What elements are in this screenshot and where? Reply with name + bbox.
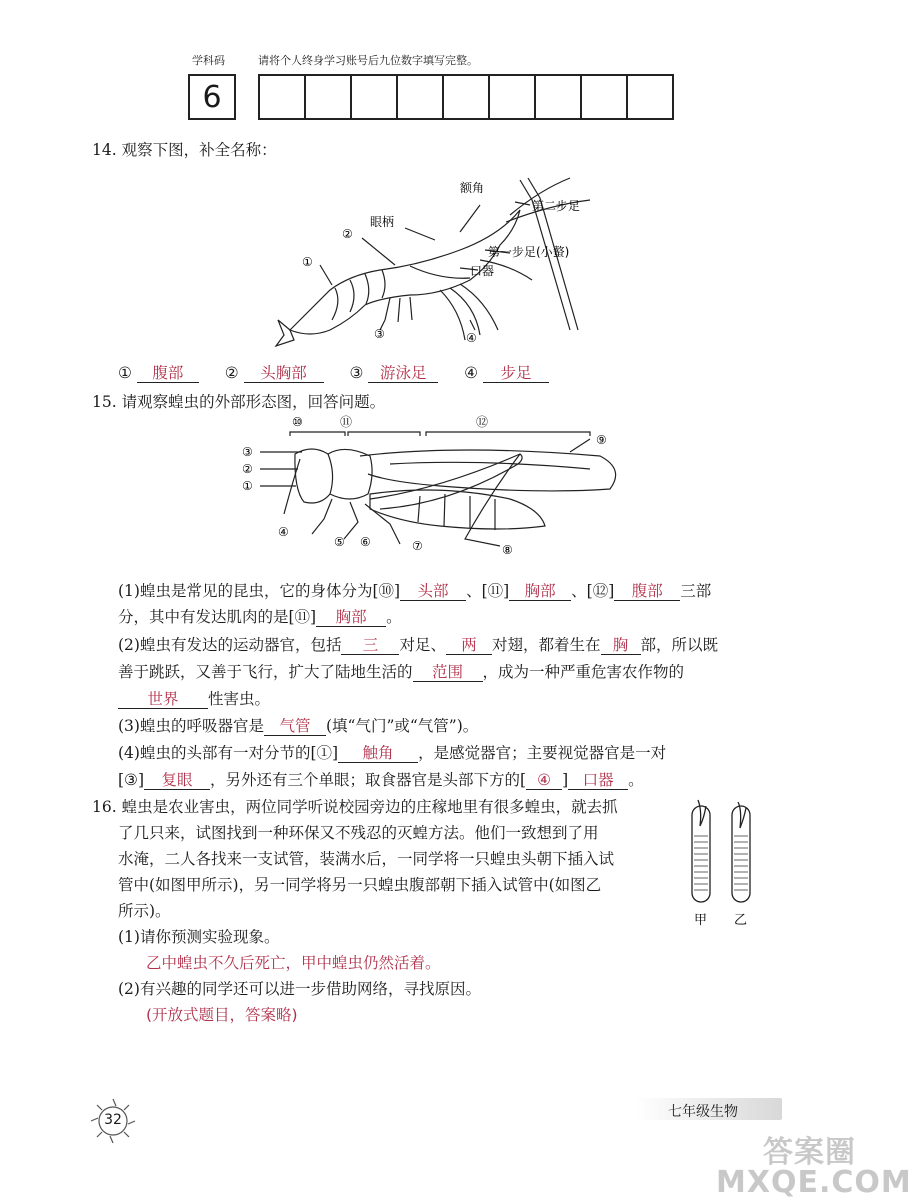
q15-p4-text-d: ，另外还有三个单眼；取食器官是头部下方的[ [210,771,527,789]
code-cell[interactable] [582,76,628,118]
q15-p4-text-f: 。 [628,771,644,789]
locust-label-3: ③ [242,445,253,459]
q16-line-4: 管中(如图甲所示)，另一同学将另一只蝗虫腹部朝下插入试管中(如图乙 [118,876,602,894]
tube-label-yi: 乙 [734,913,748,928]
q14-num-3: ③ [349,364,364,382]
shrimp-label-first-leg: 第一步足(小螯) [488,245,570,259]
locust-label-12: ⑫ [476,415,489,429]
q15-p2-text-c: 对翅，都着生在 [491,636,601,654]
q15-p2-answer-4: 范围 [413,665,483,682]
shrimp-label-second-leg: 第二步足 [532,199,581,213]
q15-p4-text-a: (4)蝗虫的头部有一对分节的[①] [118,744,339,762]
subject-code: 6 [202,79,222,115]
code-cell[interactable] [398,76,444,118]
q14-answer-3: 游泳足 [368,366,438,383]
q15-p1-text-e: 分，其中有发达肌肉的是[⑪] [118,608,317,626]
q15-p4-text-e: ] [562,771,569,789]
q16-line-3: 水淹，二人各找来一支试管，装满水后，一同学将一只蝗虫头朝下插入试 [118,850,615,868]
test-tubes-diagram [680,796,770,936]
q15-p4-answer-2: 复眼 [144,773,210,790]
q15-p2-text-a: (2)蝗虫有发达的运动器官，包括 [118,636,342,654]
q15-p1-text-a: (1)蝗虫是常见的昆虫，它的身体分为[⑩] [118,582,401,600]
q15-p1-text-f: 。 [386,608,402,626]
code-instruction: 请将个人终身学习账号后九位数字填写完整。 [258,54,478,67]
shrimp-diagram [270,170,600,360]
subject-code-box [188,74,236,120]
q16-line-2: 了几只来，试图找到一种环保又不残忍的灭蝗方法。他们一致想到了用 [118,824,599,842]
shrimp-label-rostrum: 额角 [460,181,485,195]
q16-line-1: 16. 蝗虫是农业害虫，两位同学听说校园旁边的庄稼地里有很多蝗虫，就去抓 [92,798,618,816]
q15-p4-line1 [118,746,666,763]
q15-p3-text-a: (3)蝗虫的呼吸器官是 [118,717,264,735]
code-cell[interactable] [536,76,582,118]
q16-line-5: 所示)。 [118,902,171,920]
q16-sub-2: (2)有兴趣的同学还可以进一步借助网络，寻找原因。 [118,980,481,998]
q15-p4-text-c: [③] [118,771,144,789]
code-cell[interactable] [306,76,352,118]
q15-p4-line2 [118,773,644,790]
q15-p1-answer-4: 胸部 [316,610,386,627]
q15-p3-answer-1: 气管 [264,719,326,736]
q15-p4-answer-3: ④ [526,773,562,790]
q15-p1-line2 [118,610,402,627]
book-label: 七年级生物 [668,1104,738,1120]
q15-p2-answer-2: 两 [446,638,492,655]
q15-p1-text-d: 三部 [680,582,712,600]
account-code-boxes[interactable] [258,74,674,120]
watermark: 答案圈 MXQE.COM [716,1135,912,1200]
shrimp-label-mouth: 口器 [470,264,495,278]
q15-p2-text-e: 善于跳跃，又善于飞行，扩大了陆地生活的 [118,663,413,681]
q14-num-2: ② [224,364,239,382]
tube-label-jia: 甲 [694,913,708,928]
code-cell[interactable] [352,76,398,118]
q15-p1-answer-2: 胸部 [509,584,571,601]
locust-label-8: ⑧ [502,543,513,557]
q15-p1-text-c: 、[⑫] [571,582,615,600]
q15-p2-answer-5: 世界 [118,692,208,709]
q15-p2-text-d: 部，所以既 [640,636,719,654]
q14-prompt: 14. 观察下图，补全名称： [92,141,277,159]
locust-diagram [240,414,630,564]
q15-p2-answer-1: 三 [341,638,399,655]
q15-p2-text-g: 性害虫。 [208,690,271,708]
q14-answers [118,366,549,383]
q15-p4-answer-1: 触角 [338,746,418,763]
q14-answer-2: 头胸部 [244,366,324,383]
q15-p2-line1 [118,638,718,655]
q14-num-4: ④ [464,364,479,382]
q15-p2-line3 [118,692,270,709]
code-cell[interactable] [628,76,672,118]
locust-label-1: ① [242,479,253,493]
locust-label-5: ⑤ [334,535,345,549]
q16-answer-2: (开放式题目，答案略) [146,1006,298,1024]
q15-p4-text-b: ，是感觉器官；主要视觉器官是一对 [418,744,667,762]
locust-label-7: ⑦ [412,539,423,553]
q16-sub-1: (1)请你预测实验现象。 [118,928,280,946]
code-cell[interactable] [444,76,490,118]
locust-label-4: ④ [278,525,289,539]
q15-p3-text-b: (填“气门”或“气管”)。 [325,717,479,735]
q14-answer-4: 步足 [483,366,549,383]
q16-answer-1: 乙中蝗虫不久后死亡，甲中蝗虫仍然活着。 [146,954,441,972]
locust-label-2: ② [242,462,253,476]
q15-p2-text-f: ，成为一种严重危害农作物的 [482,663,685,681]
code-cell[interactable] [490,76,536,118]
q14-answer-1: 腹部 [137,366,199,383]
locust-label-10: ⑩ [292,415,303,429]
code-cell[interactable] [260,76,306,118]
shrimp-label-2: ② [342,227,353,241]
q15-p1-line1 [118,584,711,601]
shrimp-label-eyestalk: 眼柄 [370,215,395,229]
q15-p2-answer-3: 胸 [601,638,641,655]
q15-p1-answer-3: 腹部 [614,584,680,601]
shrimp-label-3: ③ [374,327,385,341]
code-label: 学科码 [192,54,225,67]
q15-p3-line [118,719,478,736]
shrimp-label-4: ④ [466,331,477,345]
q14-num-1: ① [118,364,132,382]
q15-p4-answer-4: 口器 [568,773,628,790]
q15-p2-line2 [118,665,684,682]
page-number: 32 [104,1112,122,1128]
locust-label-6: ⑥ [360,535,371,549]
q15-p1-text-b: 、[⑪] [466,582,510,600]
q15-p2-text-b: 对足、 [399,636,446,654]
locust-label-9: ⑨ [596,433,607,447]
q15-prompt: 15. 请观察蝗虫的外部形态图，回答问题。 [92,393,386,411]
shrimp-label-1: ① [302,255,313,269]
locust-label-11: ⑪ [340,415,353,429]
q15-p1-answer-1: 头部 [400,584,466,601]
